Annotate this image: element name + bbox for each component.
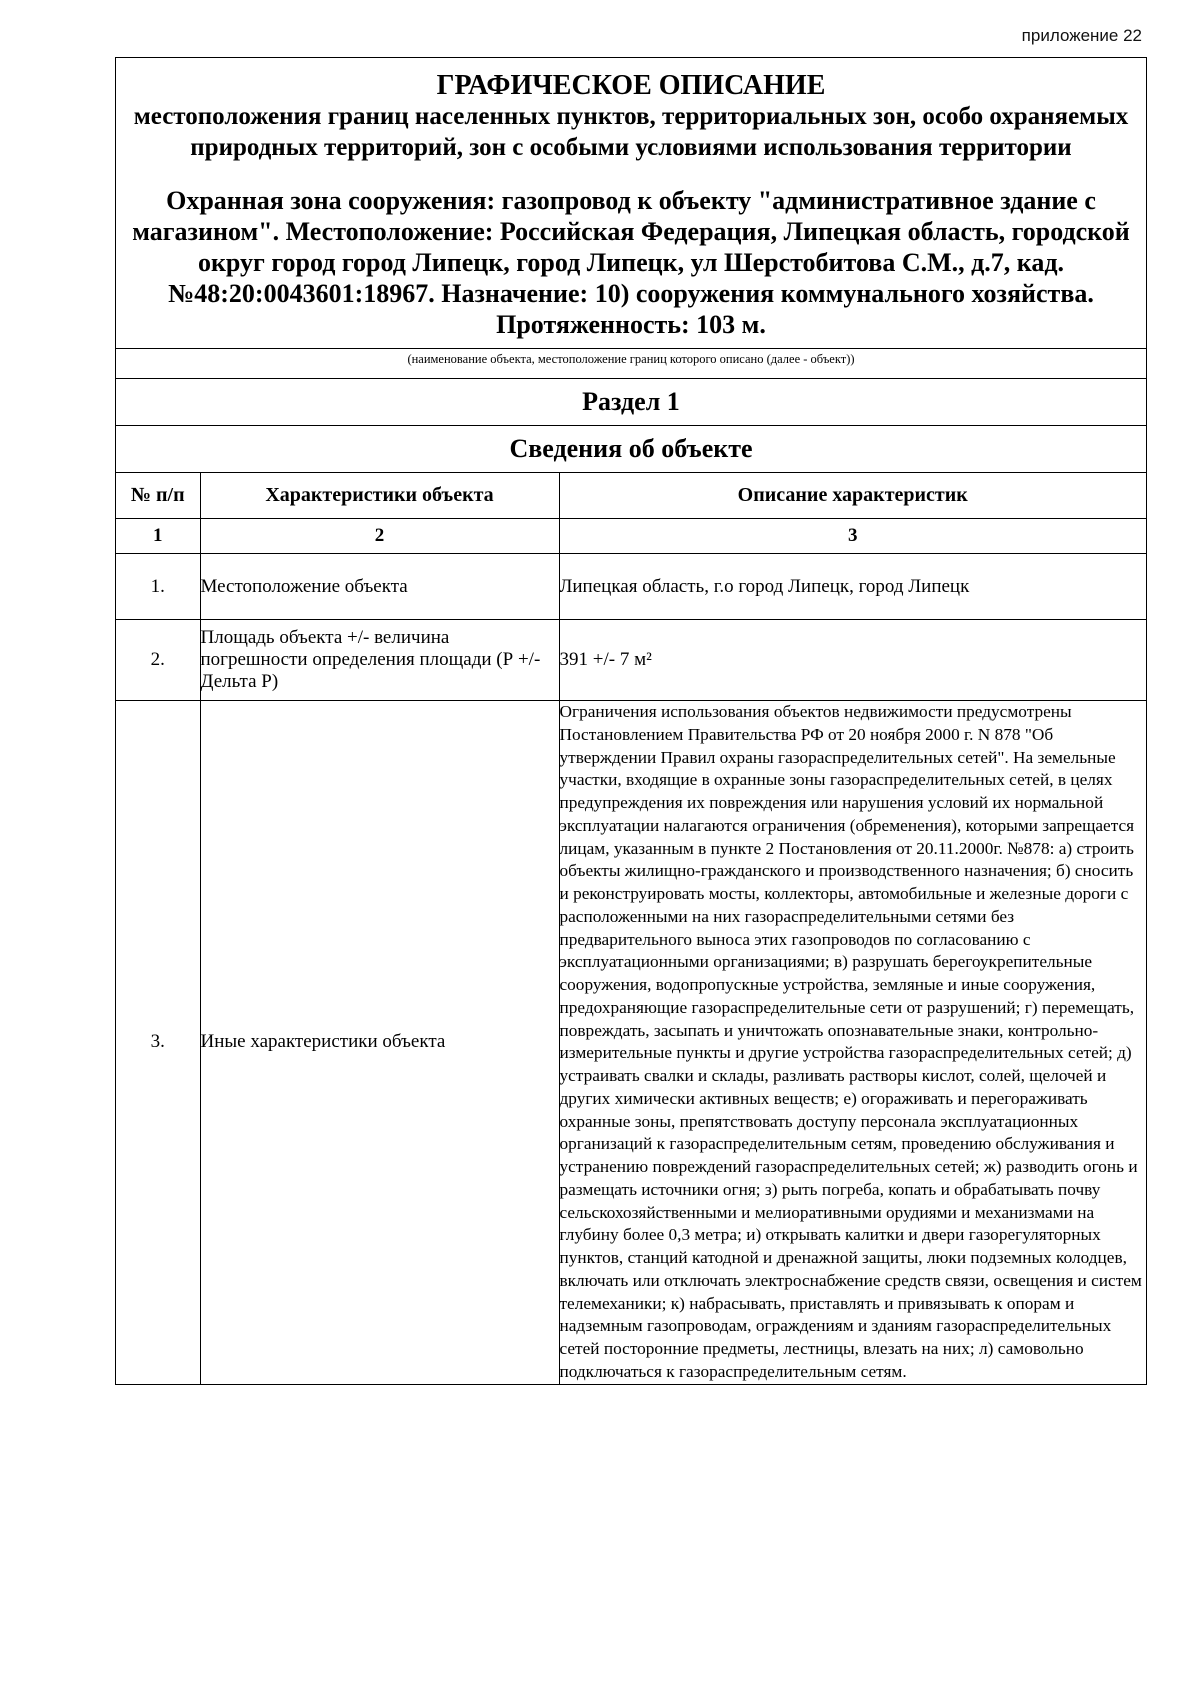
appendix-label: приложение 22 (1021, 26, 1142, 45)
column-header-number: № п/п (130, 484, 185, 506)
row-description: Липецкая область, г.о город Липецк, город Липецк (559, 554, 1146, 620)
column-number: 2 (200, 519, 559, 554)
column-header-characteristic: Характеристики объекта (200, 473, 559, 519)
table-row (116, 554, 1146, 620)
table-row (116, 620, 1146, 701)
object-name: Охранная зона сооружения: газопровод к объекту "административное здание с магазином". Местоположение: Российская Федерация, Липецкая область, городской округ город город Липецк, город Липецк, ул Шерстобитова С.М., д.7, кад.№48:20:0043601:18967. Назначение: 10) сооружения коммунального хозяйства. Протяженность: 103 м. (132, 186, 1130, 339)
row-characteristic: Иные характеристики объекта (200, 701, 559, 1384)
row-characteristic: Площадь объекта +/- величина погрешности определения площади (Р +/- Дельта Р) (200, 620, 559, 701)
characteristics-table (116, 473, 1146, 1384)
document-header (116, 58, 1146, 349)
table-header-row (116, 473, 1146, 519)
row-characteristic: Местоположение объекта (200, 554, 559, 620)
document-subtitle: местоположения границ населенных пунктов, территориальных зон, особо охраняемых природных территорий, зон с особыми условиями использования территории (133, 103, 1129, 161)
row-description: 391 +/- 7 м² (559, 620, 1146, 701)
row-number: 3. (116, 701, 200, 1384)
row-number: 2. (116, 620, 200, 701)
row-number: 1. (116, 554, 200, 620)
column-number: 3 (559, 519, 1146, 554)
column-numbers-row (116, 519, 1146, 554)
object-caption: (наименование объекта, местоположение границ которого описано (далее - объект)) (116, 349, 1146, 379)
section-label: Раздел 1 (116, 379, 1146, 426)
section-heading: Сведения об объекте (116, 426, 1146, 473)
column-header-description: Описание характеристик (559, 473, 1146, 519)
column-number: 1 (116, 519, 200, 554)
table-row (116, 701, 1146, 1384)
row-description: Ограничения использования объектов недвижимости предусмотрены Постановлением Правительства РФ от 20 ноября 2000 г. N 878 "Об утверждении Правил охраны газораспределительных сетей". На земельные участки, входящие в охранные зоны газораспределительных сетей, в целях предупреждения их повреждения или нарушения условий их нормальной эксплуатации налагаются ограничения (обременения), которыми запрещается лицам, указанным в пункте 2 Постановления от 20.11.2000г. №878: а) строить объекты жилищно-гражданского и производственного назначения; б) сносить и реконструировать мосты, коллекторы, автомобильные и железные дороги с расположенными на них газораспределительными сетями без предварительного выноса этих газопроводов по согласованию с эксплуатационными организациями; в) разрушать берегоукрепительные сооружения, водопропускные устройства, земляные и иные сооружения, предохраняющие газораспределительные сети от разрушений; г) перемещать, повреждать, засыпать и уничтожать опознавательные знаки, контрольно-измерительные пункты и другие устройства газораспределительных сетей; д) устраивать свалки и склады, разливать растворы кислот, солей, щелочей и других химически активных веществ; е) огораживать и перегораживать охранные зоны, препятствовать доступу персонала эксплуатационных организаций к газораспределительным сетям, проведению обслуживания и устранению повреждений газораспределительных сетей; ж) разводить огонь и размещать источники огня; з) рыть погреба, копать и обрабатывать почву сельскохозяйственными и мелиоративными орудиями и механизмами на глубину более 0,3 метра; и) открывать калитки и двери газорегуляторных пунктов, станций катодной и дренажной защиты, люки подземных колодцев, включать или отключать электроснабжение средств связи, освещения и систем телемеханики; к) набрасывать, приставлять и привязывать к опорам и надземным газопроводам, ограждениям и зданиям газораспределительных сетей посторонние предметы, лестницы, влезать на них; л) самовольно подключаться к газораспределительным сетям. (559, 701, 1146, 1384)
document-title: ГРАФИЧЕСКОЕ ОПИСАНИЕ (436, 70, 826, 101)
document-frame (115, 57, 1147, 1385)
